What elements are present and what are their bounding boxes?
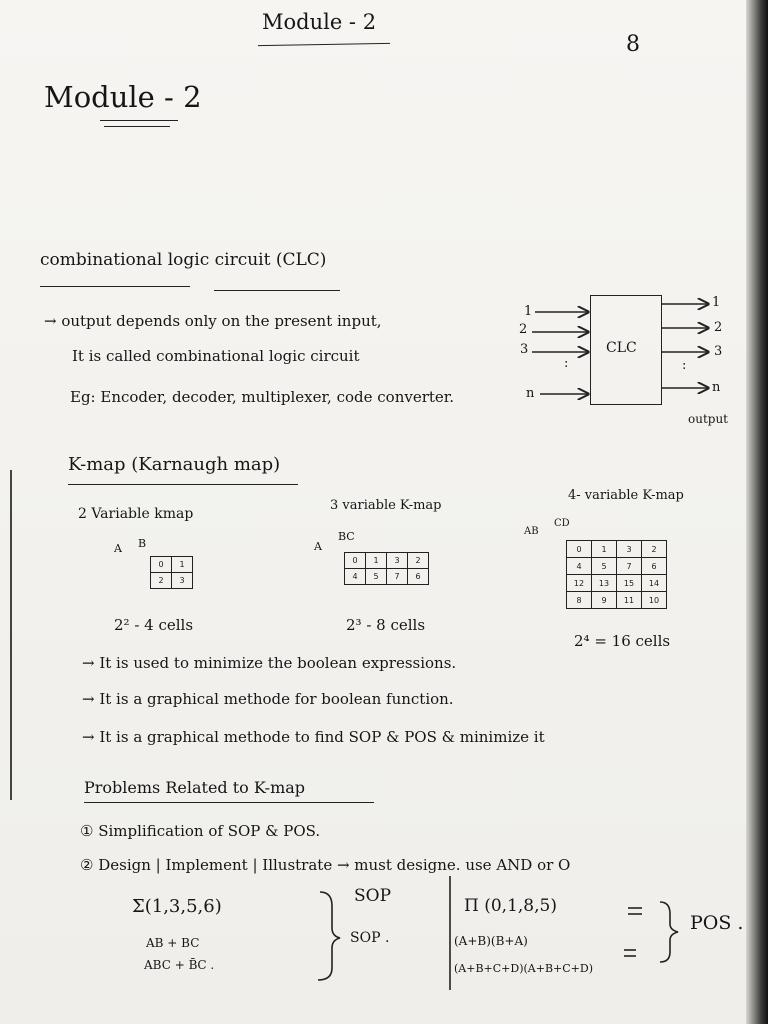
kmap3-cell: 0 xyxy=(345,553,366,569)
kmap4-cell: 9 xyxy=(592,592,617,609)
kmap3-cell: 2 xyxy=(408,553,429,569)
kmap4-cell: 11 xyxy=(617,592,642,609)
kmap2-label: 2 Variable kmap xyxy=(78,506,194,522)
kmap3-label: 3 variable K-map xyxy=(330,498,442,513)
kmap-note-2: → It is a graphical methode for boolean function. xyxy=(82,690,454,708)
kmap3-cell: 4 xyxy=(345,569,366,585)
kmap2-cell: 3 xyxy=(172,573,193,589)
kmap4-cell: 12 xyxy=(567,575,592,592)
problems-title: Problems Related to K-map xyxy=(84,778,306,797)
sop-expression: Σ(1,3,5,6) xyxy=(132,896,222,917)
kmap4-label: 4- variable K-map xyxy=(568,488,684,503)
pos-label: POS . xyxy=(690,912,744,934)
kmap4-cell: 2 xyxy=(642,541,667,558)
kmap3-cell: 3 xyxy=(387,553,408,569)
pos-expression: Π (0,1,8,5) xyxy=(464,896,557,916)
clc-bullet-line1: → output depends only on the present input, xyxy=(44,312,382,330)
kmap4-cell: 6 xyxy=(642,558,667,575)
kmap4-cell: 5 xyxy=(592,558,617,575)
problems-item-1: ① Simplification of SOP & POS. xyxy=(80,822,321,840)
clc-output-1: 1 xyxy=(712,295,721,310)
sop-label: SOP xyxy=(354,886,392,906)
pos-brace xyxy=(660,902,678,962)
top-title: Module - 2 xyxy=(262,10,377,34)
clc-output-n: n xyxy=(712,380,721,395)
kmap4-cell: 7 xyxy=(617,558,642,575)
clc-input-3: 3 xyxy=(520,342,529,357)
kmap4-col-var: CD xyxy=(554,518,570,529)
kmap4-cell: 8 xyxy=(567,592,592,609)
kmap2-cell: 0 xyxy=(151,557,172,573)
problems-item-2: ② Design | Implement | Illustrate → must designe. use AND or O xyxy=(80,856,571,874)
kmap2-cell: 1 xyxy=(172,557,193,573)
clc-example: Eg: Encoder, decoder, multiplexer, code converter. xyxy=(70,388,455,406)
clc-input-dots: : xyxy=(564,356,569,371)
kmap2-count: 2² - 4 cells xyxy=(114,616,194,634)
kmap2-row-var: A xyxy=(114,542,122,555)
kmap4-cell: 4 xyxy=(567,558,592,575)
kmap2-cell: 2 xyxy=(151,573,172,589)
kmap3-row-var: A xyxy=(314,540,322,553)
kmap3-cell: 7 xyxy=(387,569,408,585)
kmap3-col-var: BC xyxy=(338,530,355,543)
sop-brace xyxy=(318,892,340,980)
heading: Module - 2 xyxy=(44,80,202,114)
sop-label-2: SOP . xyxy=(350,930,390,946)
clc-output-2: 2 xyxy=(714,320,723,335)
kmap4-cell: 1 xyxy=(592,541,617,558)
kmap3-cell: 6 xyxy=(408,569,429,585)
sop-term-2: ABC + B̄C . xyxy=(144,958,215,972)
kmap3-cell: 5 xyxy=(366,569,387,585)
kmap3-cell: 1 xyxy=(366,553,387,569)
clc-input-2: 2 xyxy=(519,322,528,337)
kmap-note-1: → It is used to minimize the boolean expressions. xyxy=(82,654,457,672)
page-number: 8 xyxy=(626,32,640,57)
kmap4-cell: 14 xyxy=(642,575,667,592)
pos-term-1: (A+B)(B+A) xyxy=(454,934,528,948)
clc-title: combinational logic circuit (CLC) xyxy=(40,250,327,270)
kmap4-row-var: AB xyxy=(524,526,539,537)
kmap-note-3: → It is a graphical methode to find SOP & POS & minimize it xyxy=(82,728,545,746)
kmap3-count: 2³ - 8 cells xyxy=(346,616,426,634)
pos-term-2: (A+B+C+D)(A+B+C+D) xyxy=(454,962,593,975)
clc-output-label: output xyxy=(688,412,729,426)
kmap2-col-var: B xyxy=(138,537,147,550)
kmap4-cell: 13 xyxy=(592,575,617,592)
clc-input-n: n xyxy=(526,386,535,401)
clc-output-dots: : xyxy=(682,358,687,373)
kmap-title: K-map (Karnaugh map) xyxy=(68,454,281,475)
clc-bullet-line2: It is called combinational logic circuit xyxy=(72,347,360,365)
kmap4-cell: 0 xyxy=(567,541,592,558)
kmap4-cell: 3 xyxy=(617,541,642,558)
kmap4-count: 2⁴ = 16 cells xyxy=(574,632,671,650)
clc-input-1: 1 xyxy=(524,304,533,319)
kmap4-cell: 15 xyxy=(617,575,642,592)
kmap4-cell: 10 xyxy=(642,592,667,609)
clc-block-label: CLC xyxy=(606,340,637,356)
clc-output-3: 3 xyxy=(714,344,723,359)
sop-term-1: AB + BC xyxy=(146,936,200,950)
